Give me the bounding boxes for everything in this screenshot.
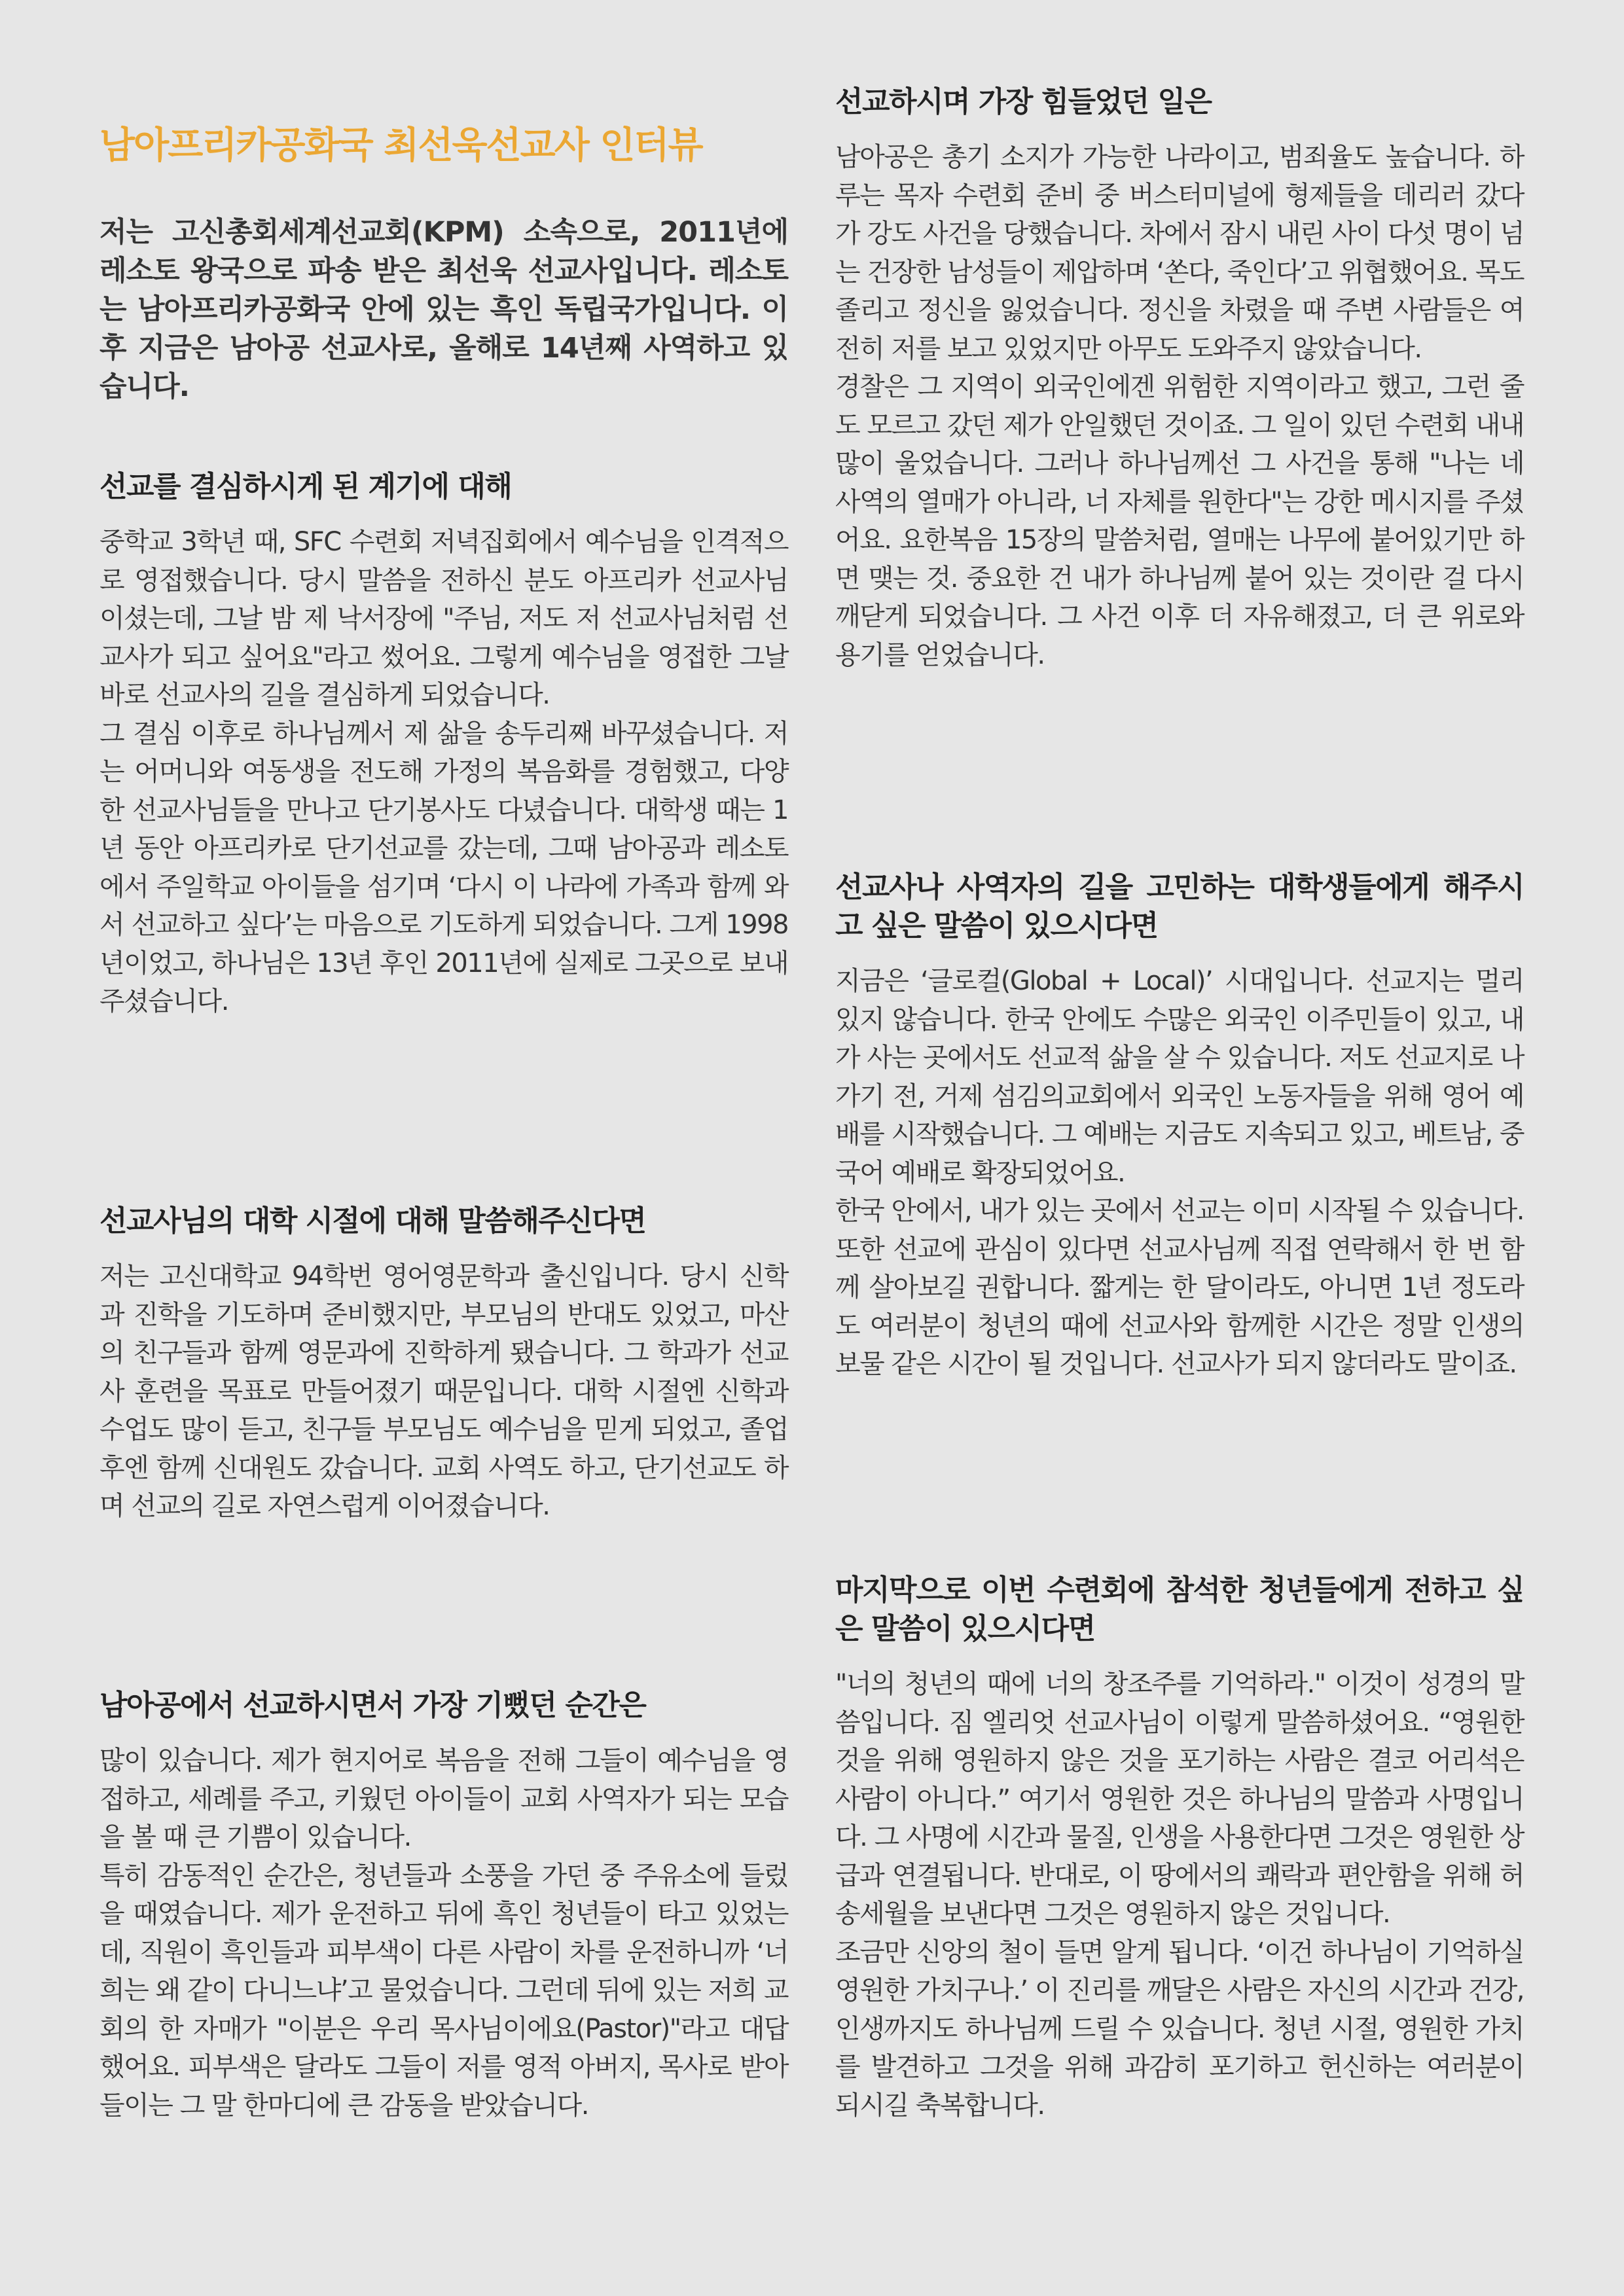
section-university: [99, 1202, 788, 1526]
section-final-message: [835, 1571, 1524, 2125]
section-advice-students: [835, 868, 1524, 1384]
page-title: 남아프리카공화국 최선욱선교사 인터뷰: [99, 124, 702, 167]
section-paragraph: 중학교 3학년 때, SFC 수련회 저녁집회에서 예수님을 인격적으로 영접했습니다. 당시 말씀을 전하신 분도 아프리카 선교사님이셨는데, 그날 밤 제 낙서장에 "주님, 저도 저 선교사님처럼 선교사가 되고 싶어요"라고 썼어요. 그렇게 예수님을 영접한 그날 바로 선교사의 길을 결심하게 되었습니다.: [99, 527, 788, 710]
section-heading: 마지막으로 이번 수련회에 참석한 청년들에게 전하고 싶은 말씀이 있으시다면: [835, 1573, 1524, 1645]
section-paragraph: "너의 청년의 때에 너의 창조주를 기억하라." 이것이 성경의 말씀입니다. 짐 엘리엇 선교사님이 이렇게 말씀하셨어요. “영원한 것을 위해 영원하지 않은 것을 포기하는 사람은 결코 어리석은 사람이 아니다.” 여기서 영원한 것은 하나님의 말씀과 사명입니다. 그 사명에 시간과 물질, 인생을 사용한다면 그것은 영원한 상급과 연결됩니다. 반대로, 이 땅에서의 쾌락과 편안함을 위해 허송세월을 보낸다면 그것은 영원하지 않은 것입니다.: [835, 1669, 1524, 1929]
section-heading: 선교사나 사역자의 길을 고민하는 대학생들에게 해주시고 싶은 말씀이 있으시다면: [835, 870, 1524, 942]
section-paragraph: 경찰은 그 지역이 외국인에겐 위험한 지역이라고 했고, 그런 줄도 모르고 갔던 제가 안일했던 것이죠. 그 일이 있던 수련회 내내 많이 울었습니다. 그러나 하나님께선 그 사건을 통해 "나는 네 사역의 열매가 아니라, 너 자체를 원한다"는 강한 메시지를 주셨어요. 요한복음 15장의 말씀처럼, 열매는 나무에 붙어있기만 하면 맺는 것. 중요한 건 내가 하나님께 붙어 있는 것이란 걸 다시 깨닫게 되었습니다. 그 사건 이후 더 자유해졌고, 더 큰 위로와 용기를 얻었습니다.: [835, 372, 1524, 670]
section-paragraph: 한국 안에서, 내가 있는 곳에서 선교는 이미 시작될 수 있습니다. 또한 선교에 관심이 있다면 선교사님께 직접 연락해서 한 번 함께 살아보길 권합니다. 짧게는 한 달이라도, 아니면 1년 정도라도 여러분이 청년의 때에 선교사와 함께한 시간은 정말 인생의 보물 같은 시간이 될 것입니다. 선교사가 되지 않더라도 말이죠.: [835, 1196, 1524, 1379]
section-paragraph: 많이 있습니다. 제가 현지어로 복음을 전해 그들이 예수님을 영접하고, 세례를 주고, 키웠던 아이들이 교회 사역자가 되는 모습을 볼 때 큰 기쁨이 있습니다.: [99, 1746, 788, 1852]
section-decision: [99, 467, 788, 1021]
section-paragraph: 특히 감동적인 순간은, 청년들과 소풍을 가던 중 주유소에 들렀을 때였습니다. 제가 운전하고 뒤에 흑인 청년들이 타고 있었는데, 직원이 흑인들과 피부색이 다른 사람이 차를 운전하니까 ‘너희는 왜 같이 다니느냐’고 물었습니다. 그런데 뒤에 있는 저희 교회의 한 자매가 "이분은 우리 목사님이에요(Pastor)"라고 대답했어요. 피부색은 달라도 그들이 저를 영적 아버지, 목사로 받아들이는 그 말 한마디에 큰 감동을 받았습니다.: [99, 1860, 788, 2121]
section-paragraph: 그 결심 이후로 하나님께서 제 삶을 송두리째 바꾸셨습니다. 저는 어머니와 여동생을 전도해 가정의 복음화를 경험했고, 다양한 선교사님들을 만나고 단기봉사도 다녔습니다. 대학생 때는 1년 동안 아프리카로 단기선교를 갔는데, 그때 남아공과 레소토에서 주일학교 아이들을 섬기며 ‘다시 이 나라에 가족과 함께 와서 선교하고 싶다’는 마음으로 기도하게 되었습니다. 그게 1998년이었고, 하나님은 13년 후인 2011년에 실제로 그곳으로 보내주셨습니다.: [99, 718, 788, 1016]
section-paragraph: 남아공은 총기 소지가 가능한 나라이고, 범죄율도 높습니다. 하루는 목자 수련회 준비 중 버스터미널에 형제들을 데리러 갔다가 강도 사건을 당했습니다. 차에서 잠시 내린 사이 다섯 명이 넘는 건장한 남성들이 제압하며 ‘쏜다, 죽인다’고 위협했어요. 목도 졸리고 정신을 잃었습니다. 정신을 차렸을 때 주변 사람들은 여전히 저를 보고 있었지만 아무도 도와주지 않았습니다.: [835, 142, 1524, 364]
section-hardest: [835, 82, 1524, 674]
section-paragraph: 저는 고신대학교 94학번 영어영문학과 출신입니다. 당시 신학과 진학을 기도하며 준비했지만, 부모님의 반대도 있었고, 마산의 친구들과 함께 영문과에 진학하게 됐습니다. 그 학과가 선교사 훈련을 목표로 만들어졌기 때문입니다. 대학 시절엔 신학과 수업도 많이 듣고, 친구들 부모님도 예수님을 믿게 되었고, 졸업 후엔 함께 신대원도 갔습니다. 교회 사역도 하고, 단기선교도 하며 선교의 길로 자연스럽게 이어졌습니다.: [99, 1261, 788, 1521]
section-paragraph: 조금만 신앙의 철이 들면 알게 됩니다. ‘이건 하나님이 기억하실 영원한 가치구나.’ 이 진리를 깨달은 사람은 자신의 시간과 건강, 인생까지도 하나님께 드릴 수 있습니다. 청년 시절, 영원한 가치를 발견하고 그것을 위해 과감히 포기하고 헌신하는 여러분이 되시길 축복합니다.: [835, 1937, 1524, 2121]
section-heading: 남아공에서 선교하시면서 가장 기뻤던 순간은: [99, 1689, 646, 1722]
section-joyful-moment: [99, 1686, 788, 2125]
section-heading: 선교하시며 가장 힘들었던 일은: [835, 85, 1212, 118]
intro-paragraph: 저는 고신총회세계선교회(KPM) 소속으로, 2011년에 레소토 왕국으로 파송 받은 최선욱 선교사입니다. 레소토는 남아프리카공화국 안에 있는 흑인 독립국가입니다. 이후 지금은 남아공 선교사로, 올해로 14년째 사역하고 있습니다.: [99, 216, 788, 403]
section-heading: 선교를 결심하시게 된 계기에 대해: [99, 470, 512, 503]
section-heading: 선교사님의 대학 시절에 대해 말씀해주신다면: [99, 1204, 646, 1238]
section-paragraph: 지금은 ‘글로컬(Global + Local)’ 시대입니다. 선교지는 멀리 있지 않습니다. 한국 안에도 수많은 외국인 이주민들이 있고, 내가 사는 곳에서도 선교적 삶을 살 수 있습니다. 저도 선교지로 나가기 전, 거제 섬김의교회에서 외국인 노동자들을 위해 영어 예배를 시작했습니다. 그 예배는 지금도 지속되고 있고, 베트남, 중국어 예배로 확장되었어요.: [835, 966, 1524, 1188]
